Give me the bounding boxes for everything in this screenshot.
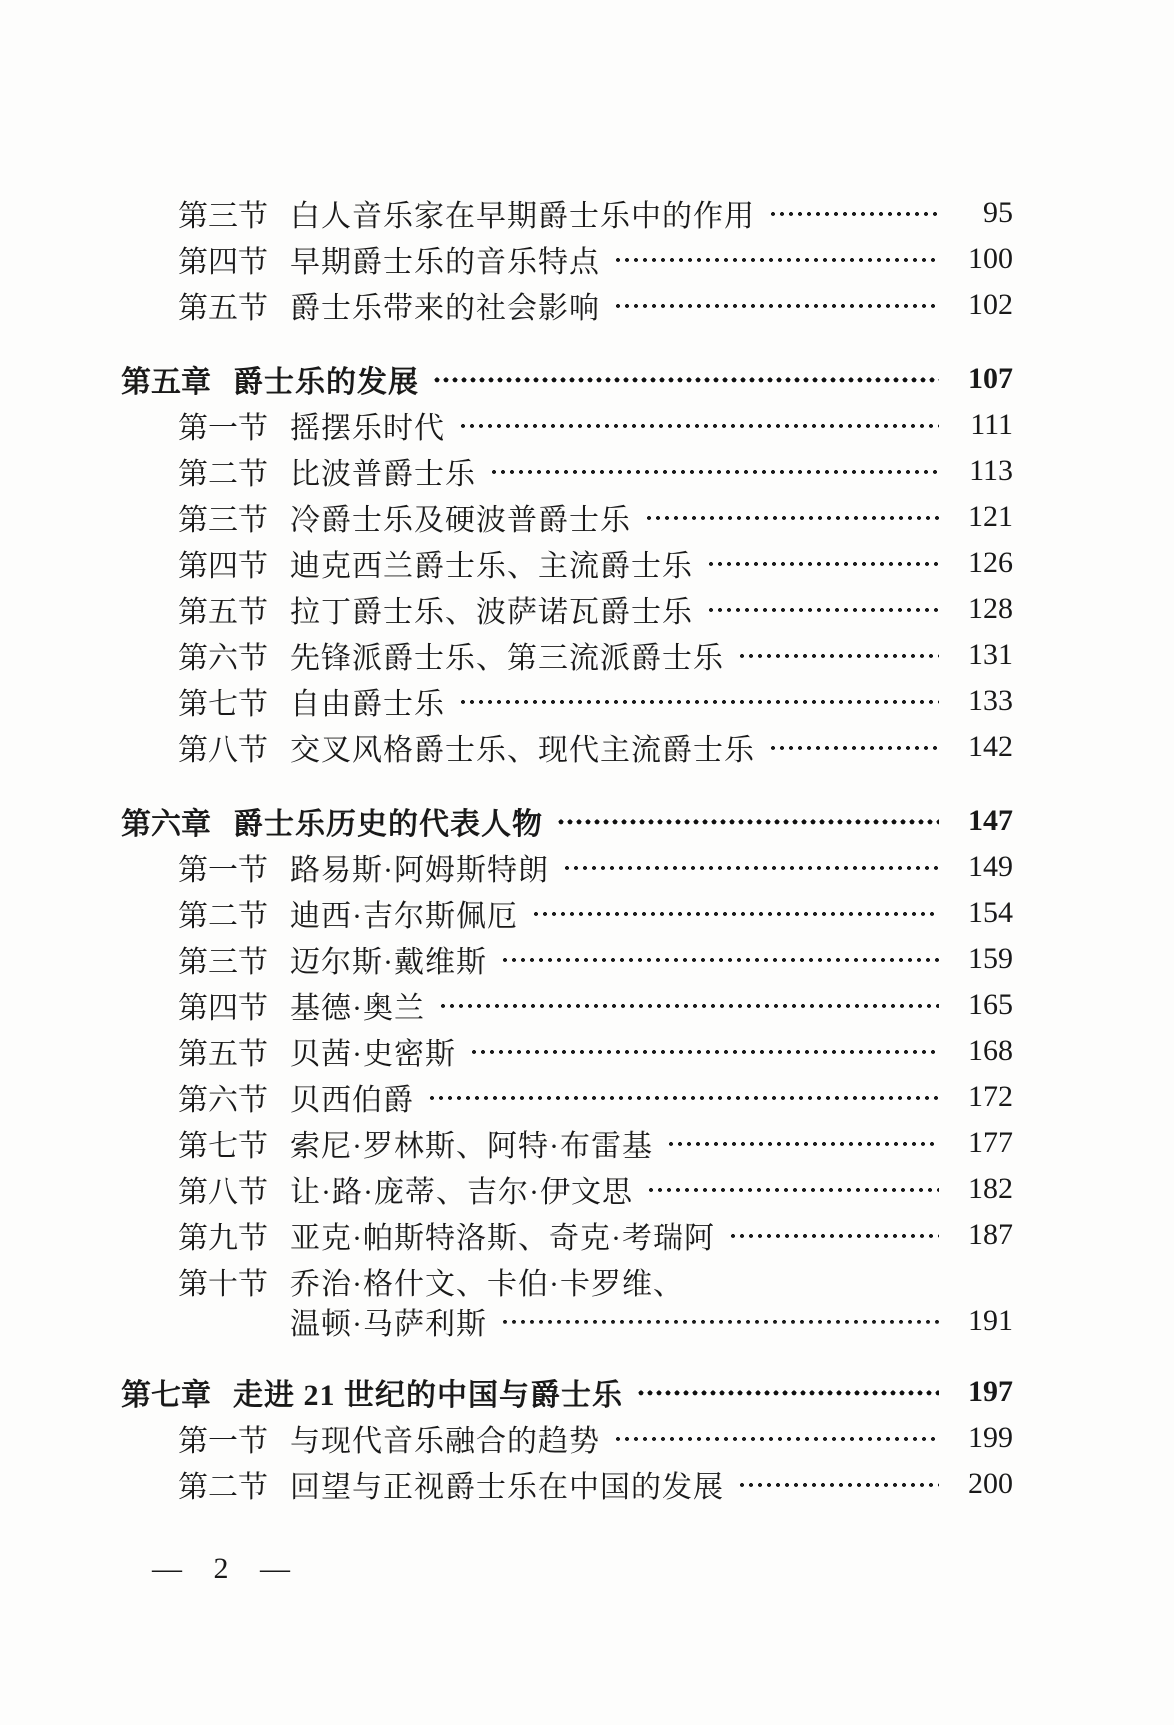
dot-leader <box>501 1301 939 1341</box>
dot-leader <box>439 982 939 1028</box>
table-of-contents <box>121 190 1013 1507</box>
entry-label: 第四节 <box>178 550 268 583</box>
entry-page-number: 133 <box>968 684 1013 717</box>
entry-label: 第二节 <box>178 1471 268 1504</box>
dot-leader <box>614 236 939 282</box>
toc-entry <box>121 1369 1013 1415</box>
entry-title: 先锋派爵士乐、第三流派爵士乐 <box>290 642 724 675</box>
entry-title: 白人音乐家在早期爵士乐中的作用 <box>290 200 755 233</box>
entry-title: 迈尔斯·戴维斯 <box>290 946 487 979</box>
dot-leader <box>557 798 939 844</box>
toc-entry <box>121 982 1013 1028</box>
entry-label: 第三节 <box>178 200 268 233</box>
entry-label: 第三节 <box>178 946 268 979</box>
entry-label: 第十节 <box>178 1268 268 1301</box>
entry-label: 第八节 <box>178 1176 268 1209</box>
entry-page-number: 165 <box>968 988 1013 1021</box>
entry-title: 迪西·吉尔斯佩厄 <box>290 900 518 933</box>
toc-entry <box>121 1461 1013 1507</box>
entry-title: 摇摆乐时代 <box>290 412 445 445</box>
toc-entry <box>121 1074 1013 1120</box>
entry-label: 第六节 <box>178 642 268 675</box>
entry-label: 第九节 <box>178 1222 268 1255</box>
toc-entry <box>121 586 1013 632</box>
entry-title: 温顿·马萨利斯 <box>290 1308 487 1341</box>
toc-entry <box>121 236 1013 282</box>
toc-entry <box>121 1301 1013 1341</box>
toc-entry <box>121 494 1013 540</box>
entry-page-number: 199 <box>968 1421 1013 1454</box>
entry-label: 第七章 <box>121 1379 211 1412</box>
page-number-footer: — 2 — <box>152 1552 292 1585</box>
toc-entry <box>121 678 1013 724</box>
dot-leader <box>433 356 939 402</box>
entry-title: 拉丁爵士乐、波萨诺瓦爵士乐 <box>290 596 693 629</box>
entry-page-number: 100 <box>968 242 1013 275</box>
entry-title: 基德·奥兰 <box>290 992 425 1025</box>
toc-entry <box>121 1415 1013 1461</box>
dot-leader <box>738 632 939 678</box>
entry-page-number: 147 <box>968 804 1013 837</box>
dot-leader <box>459 402 939 448</box>
toc-entry <box>121 798 1013 844</box>
entry-page-number: 168 <box>968 1034 1013 1067</box>
dot-leader <box>769 724 939 770</box>
entry-page-number: 142 <box>968 730 1013 763</box>
entry-page-number: 154 <box>968 896 1013 929</box>
entry-title: 交叉风格爵士乐、现代主流爵士乐 <box>290 734 755 767</box>
entry-label: 第二节 <box>178 458 268 491</box>
toc-entry <box>121 190 1013 236</box>
entry-title: 贝西伯爵 <box>290 1084 414 1117</box>
dot-leader <box>647 1166 939 1212</box>
entry-page-number: 107 <box>968 362 1013 395</box>
entry-title: 路易斯·阿姆斯特朗 <box>290 854 549 887</box>
entry-title: 与现代音乐融合的趋势 <box>290 1425 600 1458</box>
dot-leader <box>459 678 939 724</box>
dot-leader <box>490 448 939 494</box>
entry-page-number: 200 <box>968 1467 1013 1500</box>
entry-page-number: 128 <box>968 592 1013 625</box>
dot-leader <box>501 936 939 982</box>
entry-page-number: 149 <box>968 850 1013 883</box>
entry-label: 第八节 <box>178 734 268 767</box>
entry-label: 第五节 <box>178 596 268 629</box>
entry-label: 第四节 <box>178 246 268 279</box>
entry-title: 索尼·罗林斯、阿特·布雷基 <box>290 1130 653 1163</box>
entry-title: 回望与正视爵士乐在中国的发展 <box>290 1471 724 1504</box>
entry-title: 乔治·格什文、卡伯·卡罗维、 <box>290 1268 684 1301</box>
entry-page-number: 159 <box>968 942 1013 975</box>
dot-leader <box>738 1461 939 1507</box>
toc-entry <box>121 1120 1013 1166</box>
entry-label: 第一节 <box>178 1425 268 1458</box>
entry-title: 爵士乐历史的代表人物 <box>233 808 543 841</box>
entry-label: 第四节 <box>178 992 268 1025</box>
toc-entry <box>121 540 1013 586</box>
entry-page-number: 126 <box>968 546 1013 579</box>
toc-entry <box>121 1028 1013 1074</box>
entry-label: 第五节 <box>178 292 268 325</box>
dot-leader <box>532 890 939 936</box>
toc-entry <box>121 844 1013 890</box>
entry-label: 第一节 <box>178 412 268 445</box>
toc-entry <box>121 936 1013 982</box>
toc-entry <box>121 1258 1013 1304</box>
toc-entry <box>121 724 1013 770</box>
entry-title: 爵士乐带来的社会影响 <box>290 292 600 325</box>
entry-page-number: 95 <box>983 196 1013 229</box>
entry-title: 贝茜·史密斯 <box>290 1038 456 1071</box>
entry-title: 比波普爵士乐 <box>290 458 476 491</box>
entry-page-number: 177 <box>968 1126 1013 1159</box>
entry-page-number: 102 <box>968 288 1013 321</box>
dot-leader <box>637 1369 939 1415</box>
toc-entry <box>121 1212 1013 1258</box>
dot-leader <box>563 844 939 890</box>
entry-title: 亚克·帕斯特洛斯、奇克·考瑞阿 <box>290 1222 715 1255</box>
entry-page-number: 121 <box>968 500 1013 533</box>
dot-leader <box>729 1212 939 1258</box>
toc-entry <box>121 402 1013 448</box>
toc-entry <box>121 632 1013 678</box>
toc-entry <box>121 448 1013 494</box>
entry-page-number: 187 <box>968 1218 1013 1251</box>
toc-entry <box>121 890 1013 936</box>
entry-title: 走进 21 世纪的中国与爵士乐 <box>233 1379 623 1412</box>
entry-page-number: 191 <box>968 1304 1013 1337</box>
entry-title: 迪克西兰爵士乐、主流爵士乐 <box>290 550 693 583</box>
toc-entry <box>121 1166 1013 1212</box>
dot-leader <box>428 1074 939 1120</box>
entry-page-number: 113 <box>969 454 1013 487</box>
entry-label: 第三节 <box>178 504 268 537</box>
entry-page-number: 111 <box>970 408 1013 441</box>
entry-page-number: 131 <box>968 638 1013 671</box>
entry-title: 冷爵士乐及硬波普爵士乐 <box>290 504 631 537</box>
entry-title: 爵士乐的发展 <box>233 366 419 399</box>
entry-title: 让·路·庞蒂、吉尔·伊文思 <box>290 1176 633 1209</box>
dot-leader <box>707 540 939 586</box>
entry-label: 第六节 <box>178 1084 268 1117</box>
toc-entry <box>121 356 1013 402</box>
dot-leader <box>667 1120 939 1166</box>
dot-leader <box>769 190 939 236</box>
dot-leader <box>614 282 939 328</box>
entry-label: 第一节 <box>178 854 268 887</box>
entry-page-number: 172 <box>968 1080 1013 1113</box>
dot-leader <box>707 586 939 632</box>
entry-page-number: 197 <box>968 1375 1013 1408</box>
entry-title: 早期爵士乐的音乐特点 <box>290 246 600 279</box>
toc-entry <box>121 282 1013 328</box>
entry-label: 第七节 <box>178 1130 268 1163</box>
entry-label: 第五节 <box>178 1038 268 1071</box>
entry-title: 自由爵士乐 <box>290 688 445 721</box>
entry-label: 第七节 <box>178 688 268 721</box>
entry-label: 第二节 <box>178 900 268 933</box>
entry-page-number: 182 <box>968 1172 1013 1205</box>
dot-leader <box>645 494 939 540</box>
entry-label: 第五章 <box>121 366 211 399</box>
entry-label: 第六章 <box>121 808 211 841</box>
dot-leader <box>470 1028 939 1074</box>
dot-leader <box>614 1415 939 1461</box>
